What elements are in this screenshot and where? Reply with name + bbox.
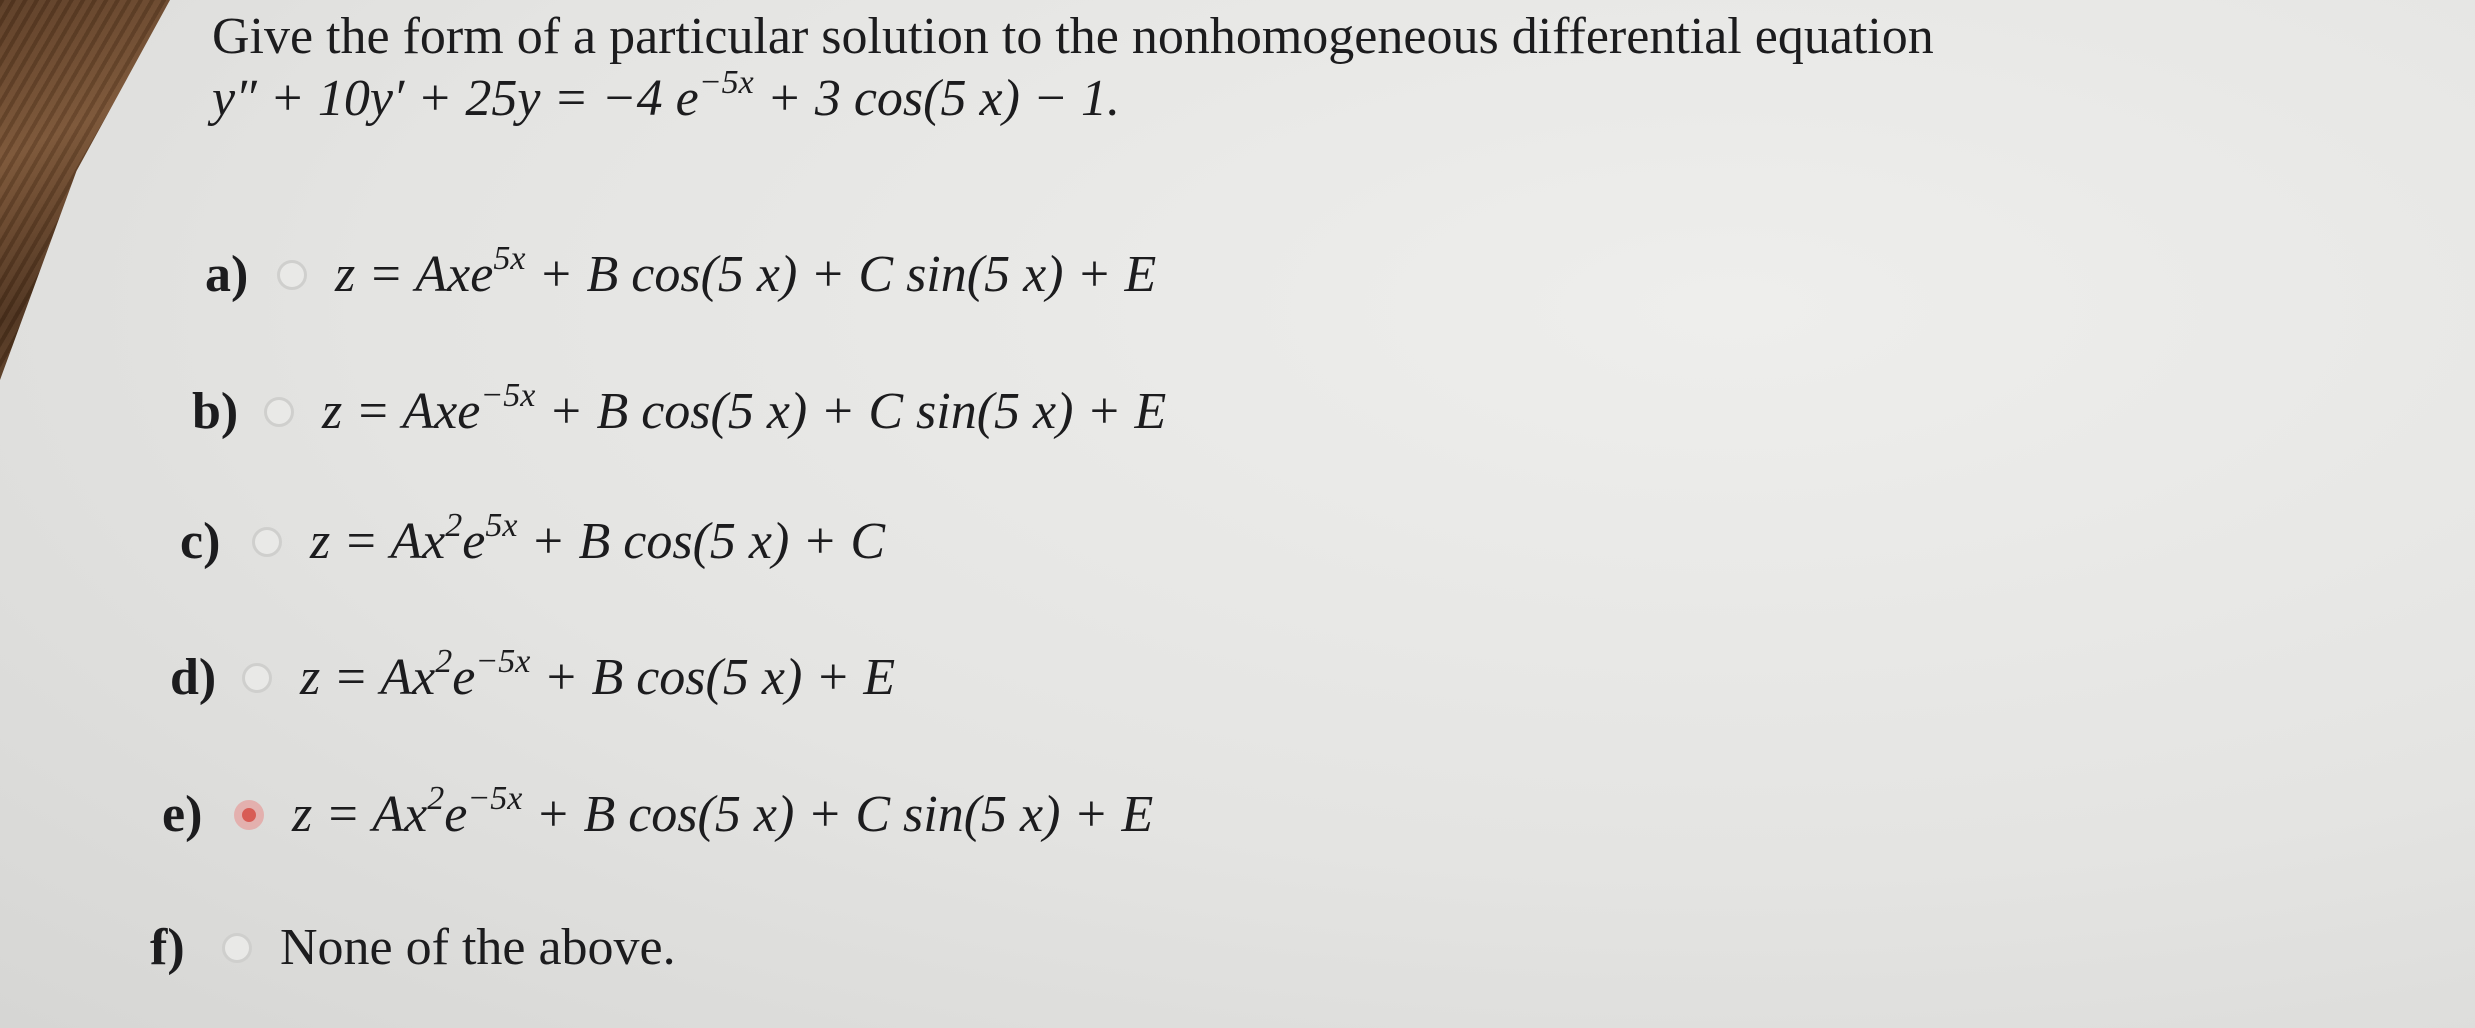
option-e-label: e) xyxy=(162,786,203,843)
formula-part: e xyxy=(462,513,486,570)
option-b-formula xyxy=(322,377,1167,441)
formula-part: e xyxy=(452,649,476,706)
formula-part: + B cos(5 x) + C sin(5 x) + E xyxy=(535,383,1167,440)
option-e-formula xyxy=(292,780,1154,844)
formula-exponent: −5x xyxy=(480,377,536,414)
formula-exponent: 2 xyxy=(427,780,445,817)
formula-part: + B cos(5 x) + C xyxy=(517,513,886,570)
formula-part: z = Axe xyxy=(322,383,481,440)
option-c-label: c) xyxy=(180,513,221,570)
option-d-formula xyxy=(300,643,896,707)
formula-exponent: 2 xyxy=(445,507,463,544)
option-f-label: f) xyxy=(150,919,185,976)
option-c-formula xyxy=(310,507,886,571)
formula-part: z = Ax xyxy=(292,786,428,843)
equation-lhs: y″ + 10y′ + 25y = −4 e xyxy=(212,70,699,127)
option-d-label: d) xyxy=(170,649,217,706)
formula-part: + B cos(5 x) + C sin(5 x) + E xyxy=(522,786,1154,843)
formula-part: + B cos(5 x) + E xyxy=(530,649,896,706)
option-e[interactable] xyxy=(162,780,1154,844)
formula-exponent: −5x xyxy=(475,643,531,680)
option-c-radio[interactable] xyxy=(252,527,282,557)
formula-part: + B cos(5 x) + C sin(5 x) + E xyxy=(525,246,1157,303)
option-a-radio[interactable] xyxy=(277,260,307,290)
question-block xyxy=(212,6,1934,130)
question-equation xyxy=(212,64,1934,130)
option-c[interactable] xyxy=(180,507,886,571)
option-a-formula xyxy=(335,240,1157,304)
option-d[interactable] xyxy=(170,643,896,707)
formula-exponent: 5x xyxy=(485,507,518,544)
option-d-radio[interactable] xyxy=(242,663,272,693)
question-prompt: Give the form of a particular solution to the nonhomogeneous differential equation xyxy=(212,8,1934,65)
option-f-radio[interactable] xyxy=(222,933,252,963)
equation-rhs: + 3 cos(5 x) − 1. xyxy=(753,70,1120,127)
option-a-label: a) xyxy=(205,246,249,303)
option-a[interactable] xyxy=(205,240,1157,304)
option-b-radio[interactable] xyxy=(264,397,294,427)
formula-part: z = Axe xyxy=(335,246,494,303)
formula-part: e xyxy=(444,786,468,843)
option-f-text: None of the above. xyxy=(280,919,676,976)
formula-exponent: 2 xyxy=(435,643,453,680)
option-b[interactable] xyxy=(192,377,1167,441)
equation-exponent: −5x xyxy=(698,64,754,101)
option-b-label: b) xyxy=(192,383,239,440)
formula-exponent: 5x xyxy=(493,240,526,277)
option-e-radio-selected[interactable] xyxy=(234,800,264,830)
option-f[interactable] xyxy=(150,918,676,977)
formula-part: z = Ax xyxy=(300,649,436,706)
formula-part: z = Ax xyxy=(310,513,446,570)
formula-exponent: −5x xyxy=(467,780,523,817)
